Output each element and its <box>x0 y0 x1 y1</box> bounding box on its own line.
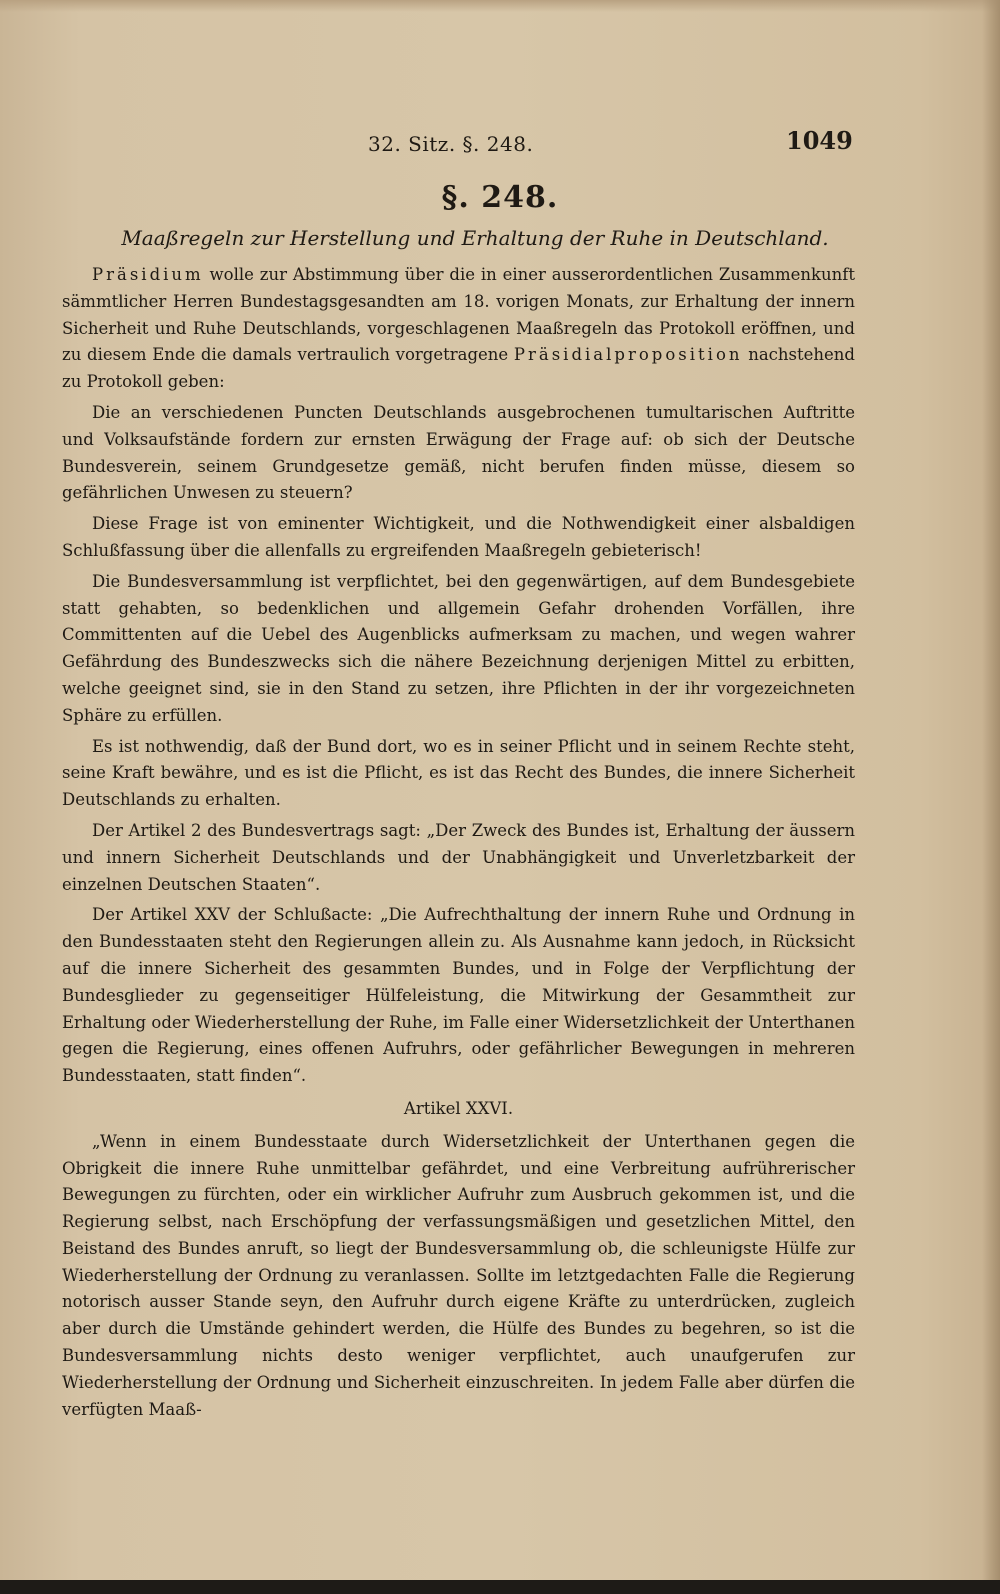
article-heading: Artikel XXVI. <box>403 1098 514 1118</box>
paragraph-7: Der Artikel XXV der Schlußacte: „Die Aufrechthaltung der innern Ruhe und Ordnung in den Bundesstaaten steht den Regierungen allein zu. Als Ausnahme kann jedoch, in Rücksicht auf die innere Sicherheit des gesammten Bundes, und in Folge der Verpflichtung der Bundesglieder zu gegenseitiger Hülfeleistung, die Mitwirkung der Gesammtheit zur Erhaltung oder Wiederherstellung der Ruhe, im Falle einer Widersetzlichkeit der Unterthanen gegen die Regierung, eines offenen Aufruhrs, oder gefährlicher Bewegungen in mehreren Bundesstaaten, statt finden“. <box>62 905 855 1086</box>
section-title: Maaßregeln zur Herstellung und Erhaltung der Ruhe in Deutschland. <box>121 226 829 250</box>
section-number: §. 248. <box>441 180 559 215</box>
page-header <box>0 126 1000 162</box>
paragraph-emphasis: Präsidialproposition <box>513 345 743 365</box>
page-number: 1049 <box>786 126 853 155</box>
paragraph-6: Der Artikel 2 des Bundesvertrags sagt: „Der Zweck des Bundes ist, Erhaltung der äussern und innern Sicherheit Deutschlands und der Unabhängigkeit und Unverletzbarkeit der einzelnen Deutschen Staaten“. <box>62 820 855 894</box>
page-top-edge <box>0 0 1000 12</box>
body-text <box>62 262 855 1427</box>
paragraph-lead: Präsidium <box>92 265 204 284</box>
paragraph-2: Die an verschiedenen Puncten Deutschlands ausgebrochenen tumultarischen Auftritte und Volksaufstände fordern zur ernsten Erwägung der Frage auf: ob sich der Deutsche Bundesverein, seinem Grundgesetze gemäß, nicht berufen finden müsse, diesem so gefährlichen Unwesen zu steuern? <box>62 402 855 503</box>
paragraph-text: wolle zur Abstimmung über die in einer ausserordentlichen Zusammenkunft sämmtlicher Herren Bundestagsgesandten am 18. vorigen Monats, zur Erhaltung der innern Sicherheit und Ruhe Deutschlands, vorgeschlagenen Maaßregeln das Protokoll eröffnen, und zu diesem Ende die damals vertraulich vorgetragene <box>62 265 855 365</box>
running-title: 32. Sitz. §. 248. <box>368 132 534 156</box>
paragraph-3: Diese Frage ist von eminenter Wichtigkeit, und die Nothwendigkeit einer alsbaldigen Schlußfassung über die allenfalls zu ergreifenden Maaßregeln gebieterisch! <box>62 514 855 560</box>
paragraph-4: Die Bundesversammlung ist verpflichtet, bei den gegenwärtigen, auf dem Bundesgebiete statt gehabten, so bedenklichen und allgemein Gefahr drohenden Vorfällen, ihre Committenten auf die Uebel des Augenblicks aufmerksam zu machen, und wegen wahrer Gefährdung des Bundeszwecks sich die nähere Bezeichnung derjenigen Mittel zu erbitten, welche geeignet sind, sie in den Stand zu setzen, ihre Pflichten in der ihr vorgezeichneten Sphäre zu erfüllen. <box>62 571 855 725</box>
paragraph-tail: nachstehend zu Protokoll geben: <box>62 345 855 392</box>
page-right-edge <box>982 0 1000 1594</box>
article-text: „Wenn in einem Bundesstaate durch Widersetzlichkeit der Unterthanen gegen die Obrigkeit die innere Ruhe unmittelbar gefährdet, und eine Verbreitung aufrührerischer Bewegungen zu fürchten, oder ein wirklicher Aufruhr zum Ausbruch gekommen ist, und die Regierung selbst, nach Erschöpfung der verfassungsmäßigen und gesetzlichen Mittel, den Beistand des Bundes anruft, so liegt der Bundesversammlung ob, die schleunigste Hülfe zur Wiederherstellung der Ordnung zu veranlassen. Sollte im letztgedachten Falle die Regierung notorisch ausser Stande seyn, den Aufruhr durch eigene Kräfte zu unterdrücken, zugleich aber durch die Umstände gehindert werden, die Hülfe des Bundes zu begehren, so ist die Bundesversammlung nichts desto weniger verpflichtet, auch unaufgerufen zur Wiederherstellung der Ordnung und Sicherheit einzuschreiten. In jedem Falle aber dürfen die verfügten Maaß- <box>62 1131 855 1419</box>
page-bottom-edge <box>0 1580 1000 1594</box>
paragraph-1 <box>62 262 855 396</box>
paragraph-5: Es ist nothwendig, daß der Bund dort, wo es in seiner Pflicht und in seinem Rechte steht, seine Kraft bewähre, und es ist die Pflicht, es ist das Recht des Bundes, die innere Sicherheit Deutschlands zu erhalten. <box>62 736 855 810</box>
